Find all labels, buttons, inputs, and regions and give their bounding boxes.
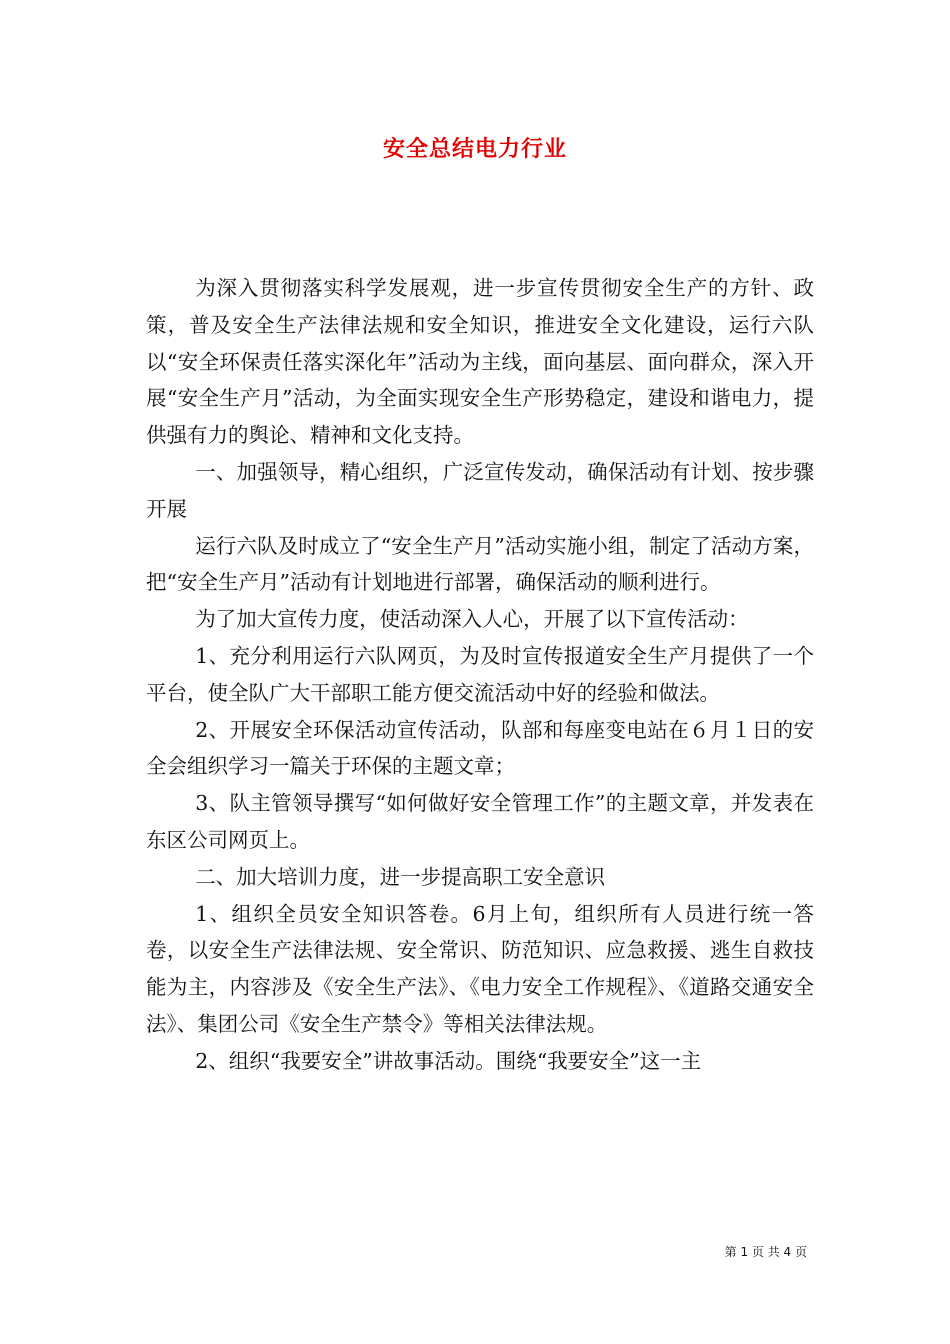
section-heading-1: 一、加强领导，精心组织，广泛宣传发动，确保活动有计划、按步骤开展 — [146, 459, 814, 521]
document-body — [146, 270, 814, 1080]
section-heading-2: 二、加大培训力度，进一步提高职工安全意识 — [195, 864, 606, 889]
list-item: 2、开展安全环保活动宣传活动，队部和每座变电站在６月１日的安全会组织学习一篇关于环保的主题文章； — [146, 717, 814, 779]
list-item: 3、队主管领导撰写“如何做好安全管理工作”的主题文章，并发表在东区公司网页上。 — [146, 791, 814, 852]
document-title: 安全总结电力行业 — [382, 137, 567, 162]
paragraph-intro: 为深入贯彻落实科学发展观，进一步宣传贯彻安全生产的方针、政策，普及安全生产法律法规和安全知识，推进安全文化建设，运行六队以“安全环保责任落实深化年”活动为主线，面向基层、面向群众，深入开展“安全生产月”活动，为全面实现安全生产形势稳定，建设和谐电力，提供强有力的舆论、精神和文化支持。 — [146, 276, 814, 448]
list-item: 1、组织全员安全知识答卷。6月上旬，组织所有人员进行统一答卷，以安全生产法律法规、安全常识、防范知识、应急救援、逃生自救技能为主，内容涉及《安全生产法》、《电力安全工作规程》、《道路交通安全法》、集团公司《安全生产禁令》等相关法律法规。 — [146, 901, 814, 1036]
page-number: 第 1 页 共 4 页 — [724, 1245, 807, 1259]
list-item: 2、组织“我要安全”讲故事活动。围绕“我要安全”这一主 — [195, 1048, 702, 1073]
paragraph: 为了加大宣传力度，使活动深入人心，开展了以下宣传活动： — [195, 607, 749, 632]
paragraph: 运行六队及时成立了“安全生产月”活动实施小组，制定了活动方案，把“安全生产月”活动有计划地进行部署，确保活动的顺利进行。 — [146, 533, 814, 595]
list-item: 1、充分利用运行六队网页，为及时宣传报道安全生产月提供了一个平台，使全队广大干部职工能方便交流活动中好的经验和做法。 — [146, 643, 814, 705]
